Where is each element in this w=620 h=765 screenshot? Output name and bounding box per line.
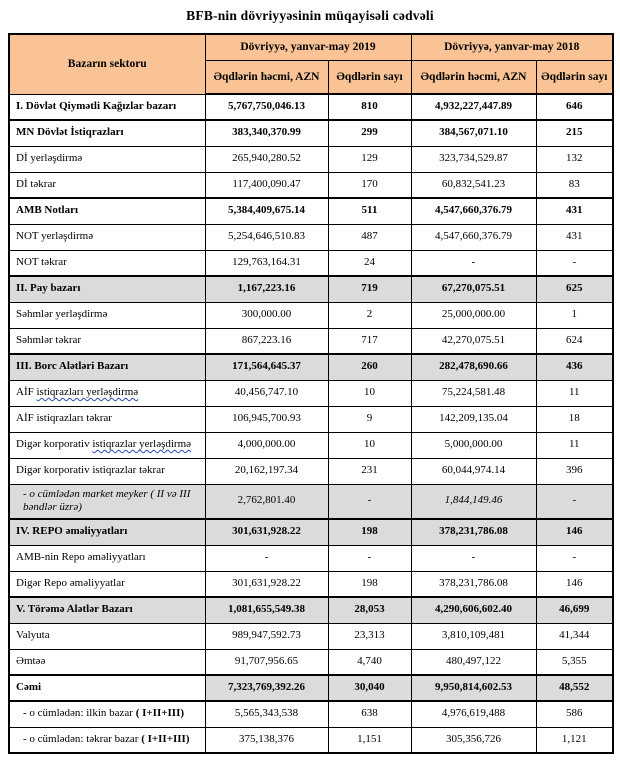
value-cell: 9 <box>328 406 411 432</box>
value-cell: 638 <box>328 701 411 727</box>
sector-cell <box>9 354 205 380</box>
header-group-row <box>9 34 613 60</box>
sector-label-text: Digər korporativ istiqrazlar təkrar <box>16 464 165 477</box>
value-cell: 10 <box>328 432 411 458</box>
value-cell: 4,932,227,447.89 <box>411 94 536 120</box>
value-cell: 231 <box>328 458 411 484</box>
sector-cell <box>9 484 205 519</box>
column-header-count-2019: Əqdlərin sayı <box>328 60 411 94</box>
value-cell: 1,081,655,549.38 <box>205 597 328 623</box>
value-cell: 9,950,814,602.53 <box>411 675 536 701</box>
value-cell: 625 <box>536 276 613 302</box>
value-cell: 7,323,769,392.26 <box>205 675 328 701</box>
value-cell: - <box>411 545 536 571</box>
sector-label-text: - o cümlədən: ilkin bazar <box>23 707 136 720</box>
table-row <box>9 675 613 701</box>
sector-cell <box>9 380 205 406</box>
sector-cell <box>9 328 205 354</box>
value-cell: 5,565,343,538 <box>205 701 328 727</box>
sector-label-text: Dİ təkrar <box>16 177 57 190</box>
value-cell: 171,564,645.37 <box>205 354 328 380</box>
value-cell: 301,631,928.22 <box>205 571 328 597</box>
table-body <box>9 94 613 753</box>
sector-label-text: IV. REPO əməliyyatları <box>16 525 128 538</box>
value-cell: 40,456,747.10 <box>205 380 328 406</box>
value-cell: 511 <box>328 198 411 224</box>
value-cell: 117,400,090.47 <box>205 172 328 198</box>
value-cell: 106,945,700.93 <box>205 406 328 432</box>
table-row <box>9 406 613 432</box>
value-cell: 586 <box>536 701 613 727</box>
spellcheck-underlined-text: istiqrazlar yerləşdirmə <box>92 438 192 451</box>
table-row <box>9 380 613 406</box>
value-cell: - <box>536 484 613 519</box>
value-cell: 378,231,786.08 <box>411 519 536 545</box>
value-cell: 282,478,690.66 <box>411 354 536 380</box>
value-cell: 10 <box>328 380 411 406</box>
sector-label-text: Digər korporativ <box>16 438 93 451</box>
value-cell: 5,254,646,510.83 <box>205 224 328 250</box>
value-cell: 60,044,974.14 <box>411 458 536 484</box>
value-cell: 25,000,000.00 <box>411 302 536 328</box>
value-cell: 299 <box>328 120 411 146</box>
value-cell: 383,340,370.99 <box>205 120 328 146</box>
value-cell: 132 <box>536 146 613 172</box>
table-row <box>9 649 613 675</box>
value-cell: - <box>205 545 328 571</box>
sector-cell <box>9 302 205 328</box>
value-cell: 5,767,750,046.13 <box>205 94 328 120</box>
value-cell: 3,810,109,481 <box>411 623 536 649</box>
value-cell: 260 <box>328 354 411 380</box>
turnover-comparison-table <box>8 33 614 754</box>
value-cell: 646 <box>536 94 613 120</box>
sector-cell <box>9 623 205 649</box>
value-cell: 129 <box>328 146 411 172</box>
sector-cell <box>9 649 205 675</box>
sector-cell <box>9 406 205 432</box>
value-cell: 146 <box>536 571 613 597</box>
value-cell: 20,162,197.34 <box>205 458 328 484</box>
sector-label-text: - o cümlədən: təkrar bazar <box>23 732 142 745</box>
sector-label-text: ( I+II+III) <box>135 707 185 720</box>
value-cell: 28,053 <box>328 597 411 623</box>
value-cell: 5,355 <box>536 649 613 675</box>
sector-cell <box>9 250 205 276</box>
value-cell: 300,000.00 <box>205 302 328 328</box>
value-cell: 1,844,149.46 <box>411 484 536 519</box>
sector-label-text: - o cümlədən market meyker ( II və III bəndlər üzrə) <box>23 487 191 514</box>
value-cell: 487 <box>328 224 411 250</box>
sector-label-text: Valyuta <box>16 629 50 642</box>
value-cell: - <box>536 545 613 571</box>
sector-label-text: NOT təkrar <box>16 255 67 268</box>
column-header-period-2018: Dövriyyə, yanvar-may 2018 <box>411 34 613 60</box>
value-cell: 431 <box>536 198 613 224</box>
table-row <box>9 172 613 198</box>
column-header-period-2019: Dövriyyə, yanvar-may 2019 <box>205 34 411 60</box>
value-cell: 75,224,581.48 <box>411 380 536 406</box>
value-cell: 624 <box>536 328 613 354</box>
value-cell: 24 <box>328 250 411 276</box>
value-cell: 378,231,786.08 <box>411 571 536 597</box>
sector-label-text: Dİ yerləşdirmə <box>16 152 83 165</box>
value-cell: 215 <box>536 120 613 146</box>
value-cell: 1,167,223.16 <box>205 276 328 302</box>
page-title: BFB-nin dövriyyəsinin müqayisəli cədvəli <box>186 8 434 23</box>
column-header-count-2018: Əqdlərin sayı <box>536 60 613 94</box>
value-cell: 431 <box>536 224 613 250</box>
table-row <box>9 146 613 172</box>
value-cell: 142,209,135.04 <box>411 406 536 432</box>
table-row <box>9 328 613 354</box>
table-row <box>9 701 613 727</box>
table-row <box>9 519 613 545</box>
table-row <box>9 198 613 224</box>
table-row <box>9 484 613 519</box>
sector-label-text: Səhmlər təkrar <box>16 333 82 346</box>
value-cell: 4,976,619,488 <box>411 701 536 727</box>
value-cell: 42,270,075.51 <box>411 328 536 354</box>
sector-cell <box>9 545 205 571</box>
value-cell: 11 <box>536 380 613 406</box>
spellcheck-underlined-text: istiqrazları yerləşdirmə <box>36 386 139 399</box>
table-row <box>9 224 613 250</box>
value-cell: 867,223.16 <box>205 328 328 354</box>
sector-label-text: Səhmlər yerləşdirmə <box>16 308 108 321</box>
table-row <box>9 597 613 623</box>
value-cell: 1,151 <box>328 727 411 753</box>
value-cell: 129,763,164.31 <box>205 250 328 276</box>
value-cell: 436 <box>536 354 613 380</box>
table-row <box>9 458 613 484</box>
value-cell: 480,497,122 <box>411 649 536 675</box>
sector-label-text: AMB-nin Repo əməliyyatları <box>16 551 146 564</box>
sector-label-text: ( I+II+III) <box>141 732 190 745</box>
sector-label-text: V. Törəmə Alətlər Bazarı <box>16 603 133 616</box>
value-cell: 18 <box>536 406 613 432</box>
table-row <box>9 302 613 328</box>
table-row <box>9 120 613 146</box>
value-cell: 46,699 <box>536 597 613 623</box>
sector-label-text: NOT yerləşdirmə <box>16 230 94 243</box>
value-cell: 198 <box>328 571 411 597</box>
value-cell: 2 <box>328 302 411 328</box>
table-row <box>9 727 613 753</box>
sector-cell <box>9 224 205 250</box>
value-cell: 41,344 <box>536 623 613 649</box>
table-row <box>9 623 613 649</box>
value-cell: 4,740 <box>328 649 411 675</box>
value-cell: 719 <box>328 276 411 302</box>
sector-cell <box>9 571 205 597</box>
sector-label-text: AİF <box>16 386 37 399</box>
sector-label-text: III. Borc Alətləri Bazarı <box>16 360 129 373</box>
sector-cell <box>9 727 205 753</box>
sector-cell <box>9 432 205 458</box>
value-cell: 4,547,660,376.79 <box>411 224 536 250</box>
sector-label-text: II. Pay bazarı <box>16 282 81 295</box>
sector-label-text: MN Dövlət İstiqrazları <box>16 126 124 139</box>
sector-cell <box>9 120 205 146</box>
sector-cell <box>9 675 205 701</box>
sector-label-text: Digər Repo əməliyyatlar <box>16 576 125 589</box>
value-cell: - <box>411 250 536 276</box>
table-row <box>9 250 613 276</box>
table-row <box>9 276 613 302</box>
value-cell: 198 <box>328 519 411 545</box>
table-row <box>9 545 613 571</box>
sector-cell <box>9 198 205 224</box>
value-cell: 67,270,075.51 <box>411 276 536 302</box>
value-cell: 1,121 <box>536 727 613 753</box>
column-header-volume-2018: Əqdlərin həcmi, AZN <box>411 60 536 94</box>
table-row <box>9 432 613 458</box>
sector-cell <box>9 146 205 172</box>
value-cell: 4,290,606,602.40 <box>411 597 536 623</box>
value-cell: 91,707,956.65 <box>205 649 328 675</box>
sector-cell <box>9 701 205 727</box>
value-cell: - <box>328 484 411 519</box>
value-cell: 384,567,071.10 <box>411 120 536 146</box>
sector-cell <box>9 276 205 302</box>
value-cell: - <box>328 545 411 571</box>
value-cell: - <box>536 250 613 276</box>
sector-label-text: Cəmi <box>16 681 42 694</box>
sector-cell <box>9 172 205 198</box>
value-cell: 810 <box>328 94 411 120</box>
value-cell: 30,040 <box>328 675 411 701</box>
value-cell: 305,356,726 <box>411 727 536 753</box>
column-header-sector: Bazarın sektoru <box>9 34 205 94</box>
value-cell: 717 <box>328 328 411 354</box>
value-cell: 396 <box>536 458 613 484</box>
value-cell: 301,631,928.22 <box>205 519 328 545</box>
sector-label-text: AMB Notları <box>16 204 79 217</box>
value-cell: 5,000,000.00 <box>411 432 536 458</box>
value-cell: 375,138,376 <box>205 727 328 753</box>
table-row <box>9 354 613 380</box>
sector-label-text: AİF istiqrazları təkrar <box>16 412 112 425</box>
value-cell: 146 <box>536 519 613 545</box>
sector-label-text: I. Dövlət Qiymətli Kağızlar bazarı <box>16 99 177 112</box>
value-cell: 2,762,801.40 <box>205 484 328 519</box>
value-cell: 265,940,280.52 <box>205 146 328 172</box>
table-row <box>9 571 613 597</box>
value-cell: 23,313 <box>328 623 411 649</box>
value-cell: 5,384,409,675.14 <box>205 198 328 224</box>
table-row <box>9 94 613 120</box>
value-cell: 60,832,541.23 <box>411 172 536 198</box>
value-cell: 11 <box>536 432 613 458</box>
value-cell: 989,947,592.73 <box>205 623 328 649</box>
value-cell: 4,000,000.00 <box>205 432 328 458</box>
sector-cell <box>9 94 205 120</box>
value-cell: 323,734,529.87 <box>411 146 536 172</box>
value-cell: 1 <box>536 302 613 328</box>
column-header-volume-2019: Əqdlərin həcmi, AZN <box>205 60 328 94</box>
sector-label-text: Əmtəə <box>16 654 46 667</box>
sector-cell <box>9 597 205 623</box>
value-cell: 170 <box>328 172 411 198</box>
sector-cell <box>9 519 205 545</box>
value-cell: 48,552 <box>536 675 613 701</box>
value-cell: 4,547,660,376.79 <box>411 198 536 224</box>
sector-cell <box>9 458 205 484</box>
value-cell: 83 <box>536 172 613 198</box>
